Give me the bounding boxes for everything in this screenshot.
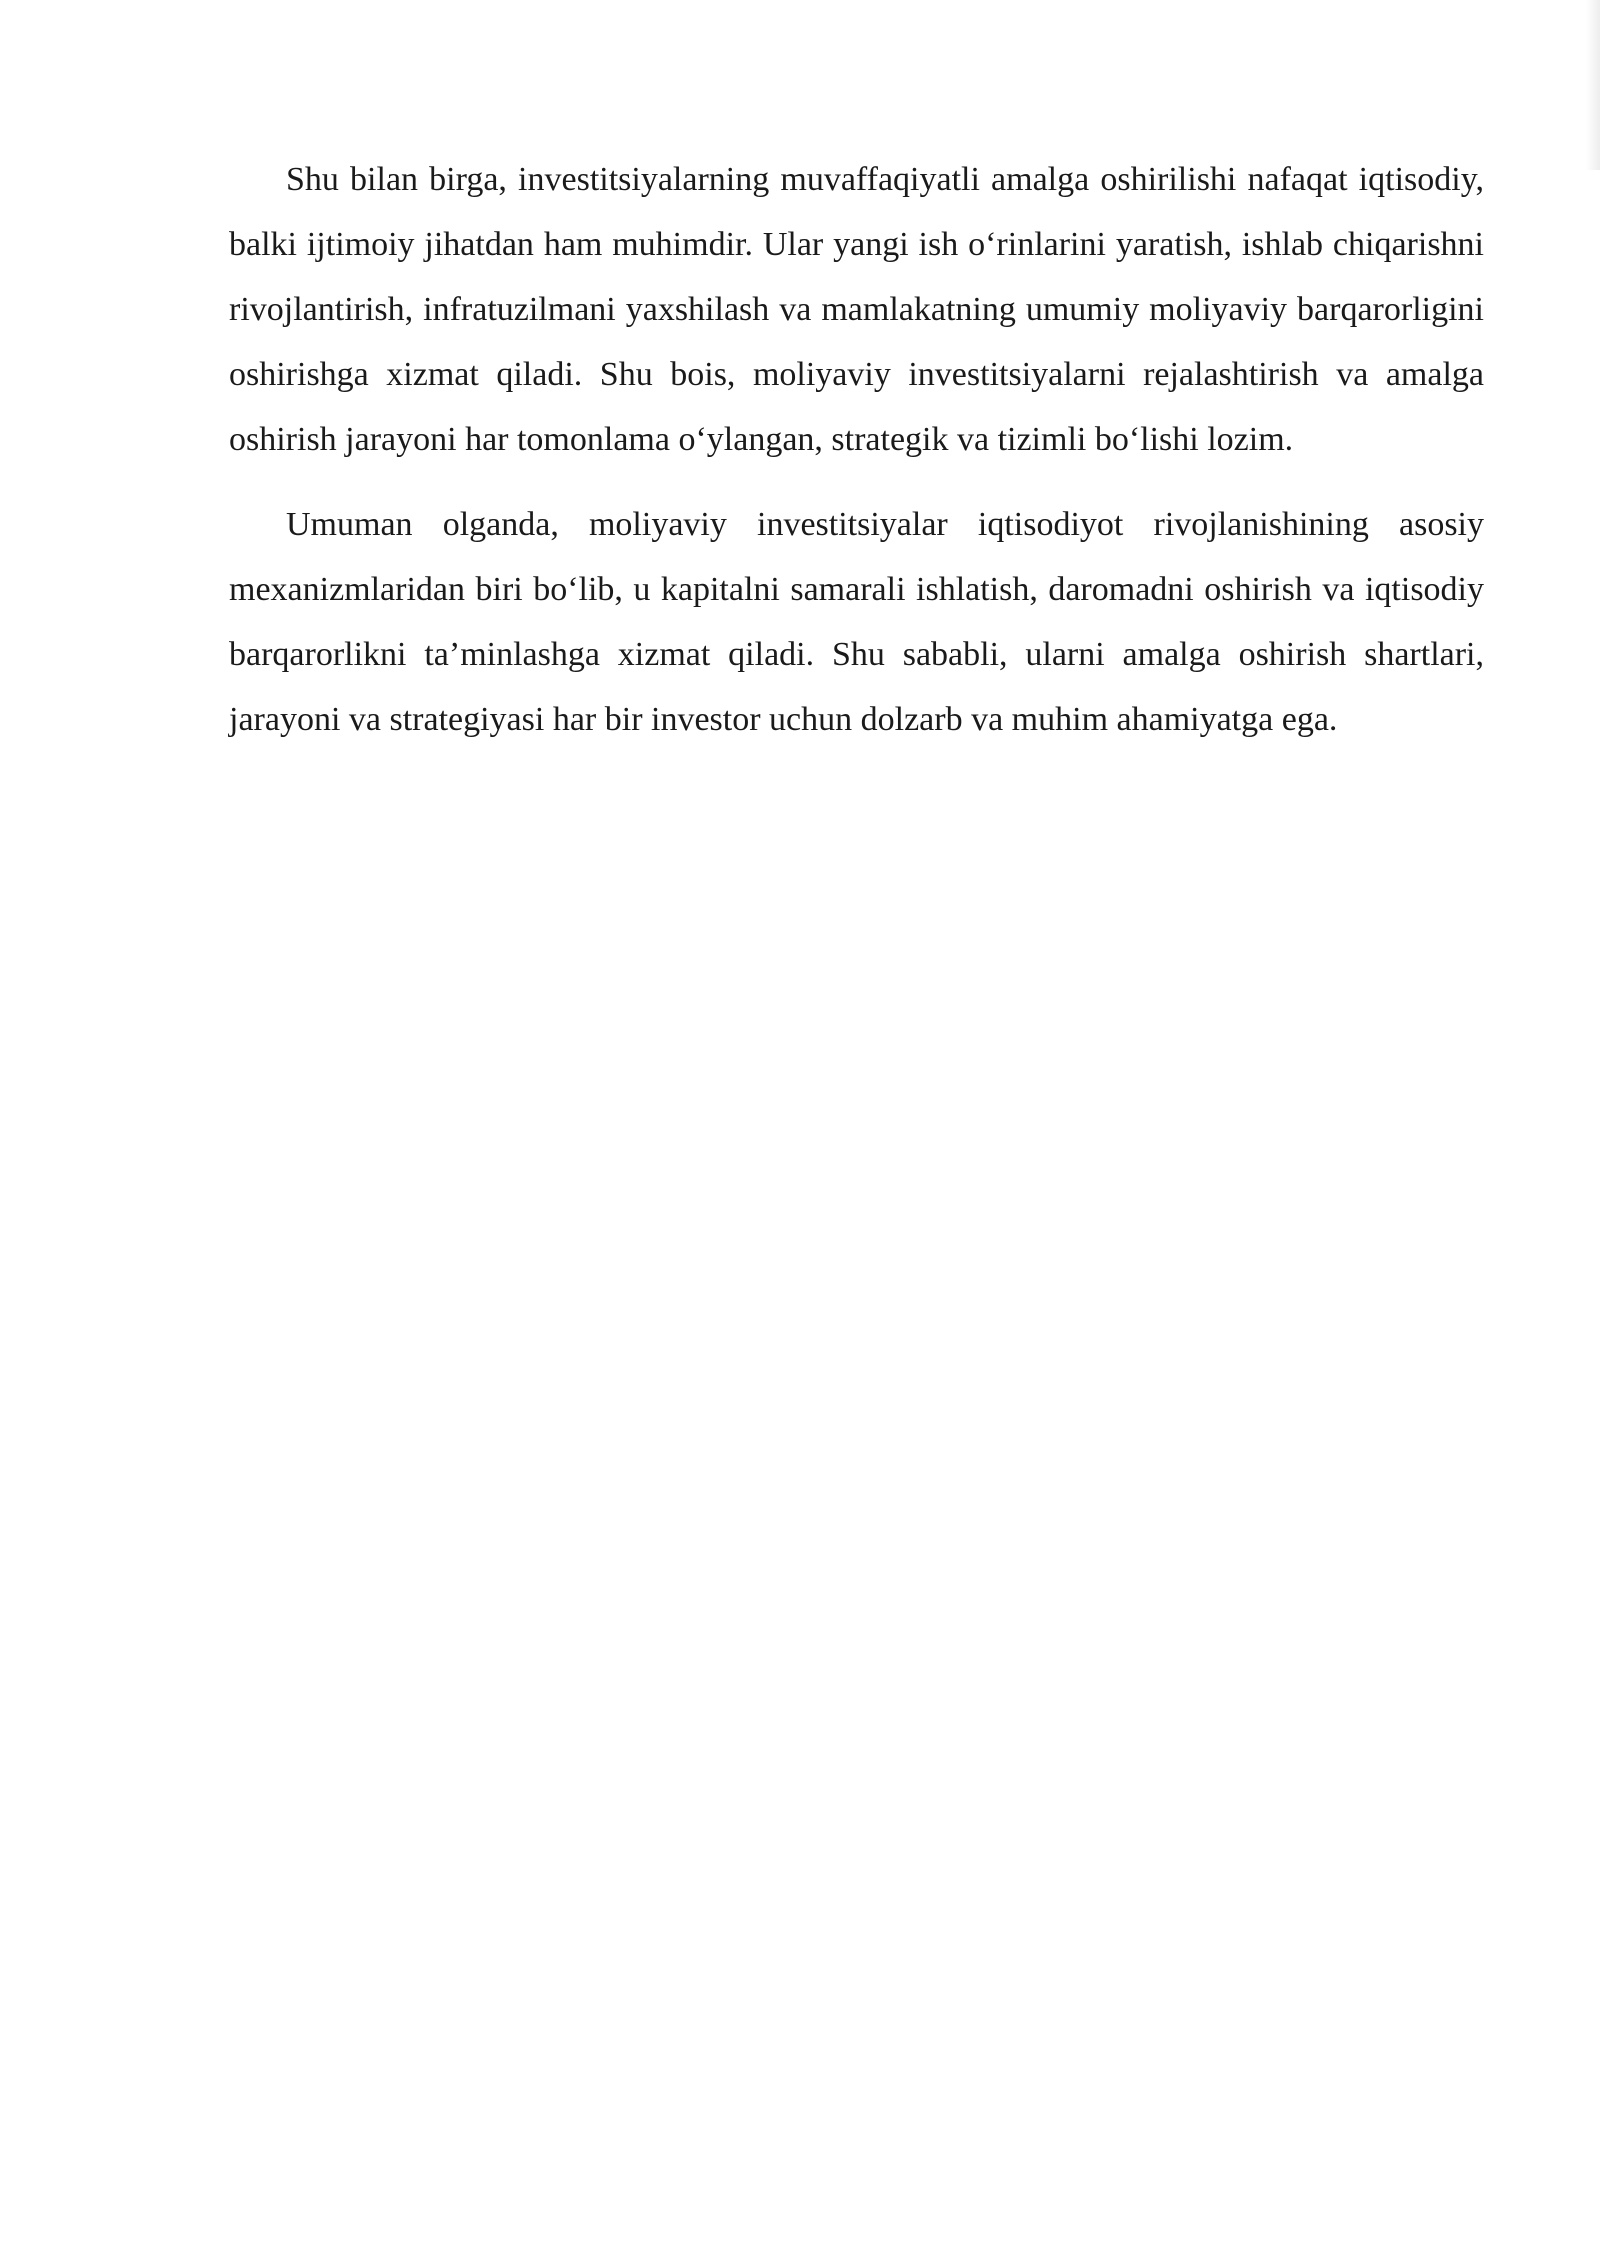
- page-edge-shadow: [1586, 0, 1600, 170]
- document-body: [229, 147, 1484, 752]
- paragraph-1: Shu bilan birga, investitsiyalarning muvaffaqiyatli amalga oshirilishi nafaqat iqtisodiy, balki ijtimoiy jihatdan ham muhimdir. Ular yangi ish o‘rinlarini yaratish, ishlab chiqarishni rivojlantirish, infratuzilmani yaxshilash va mamlakatning umumiy moliyaviy barqarorligini oshirishga xizmat qiladi. Shu bois, moliyaviy investitsiyalarni rejalashtirish va amalga oshirish jarayoni har tomonlama o‘ylangan, strategik va tizimli bo‘lishi lozim.: [229, 161, 1484, 458]
- paragraph-2: Umuman olganda, moliyaviy investitsiyalar iqtisodiyot rivojlanishining asosiy mexanizmlaridan biri bo‘lib, u kapitalni samarali ishlatish, daromadni oshirish va iqtisodiy barqarorlikni ta’minlashga xizmat qiladi. Shu sababli, ularni amalga oshirish shartlari, jarayoni va strategiyasi har bir investor uchun dolzarb va muhim ahamiyatga ega.: [229, 506, 1484, 738]
